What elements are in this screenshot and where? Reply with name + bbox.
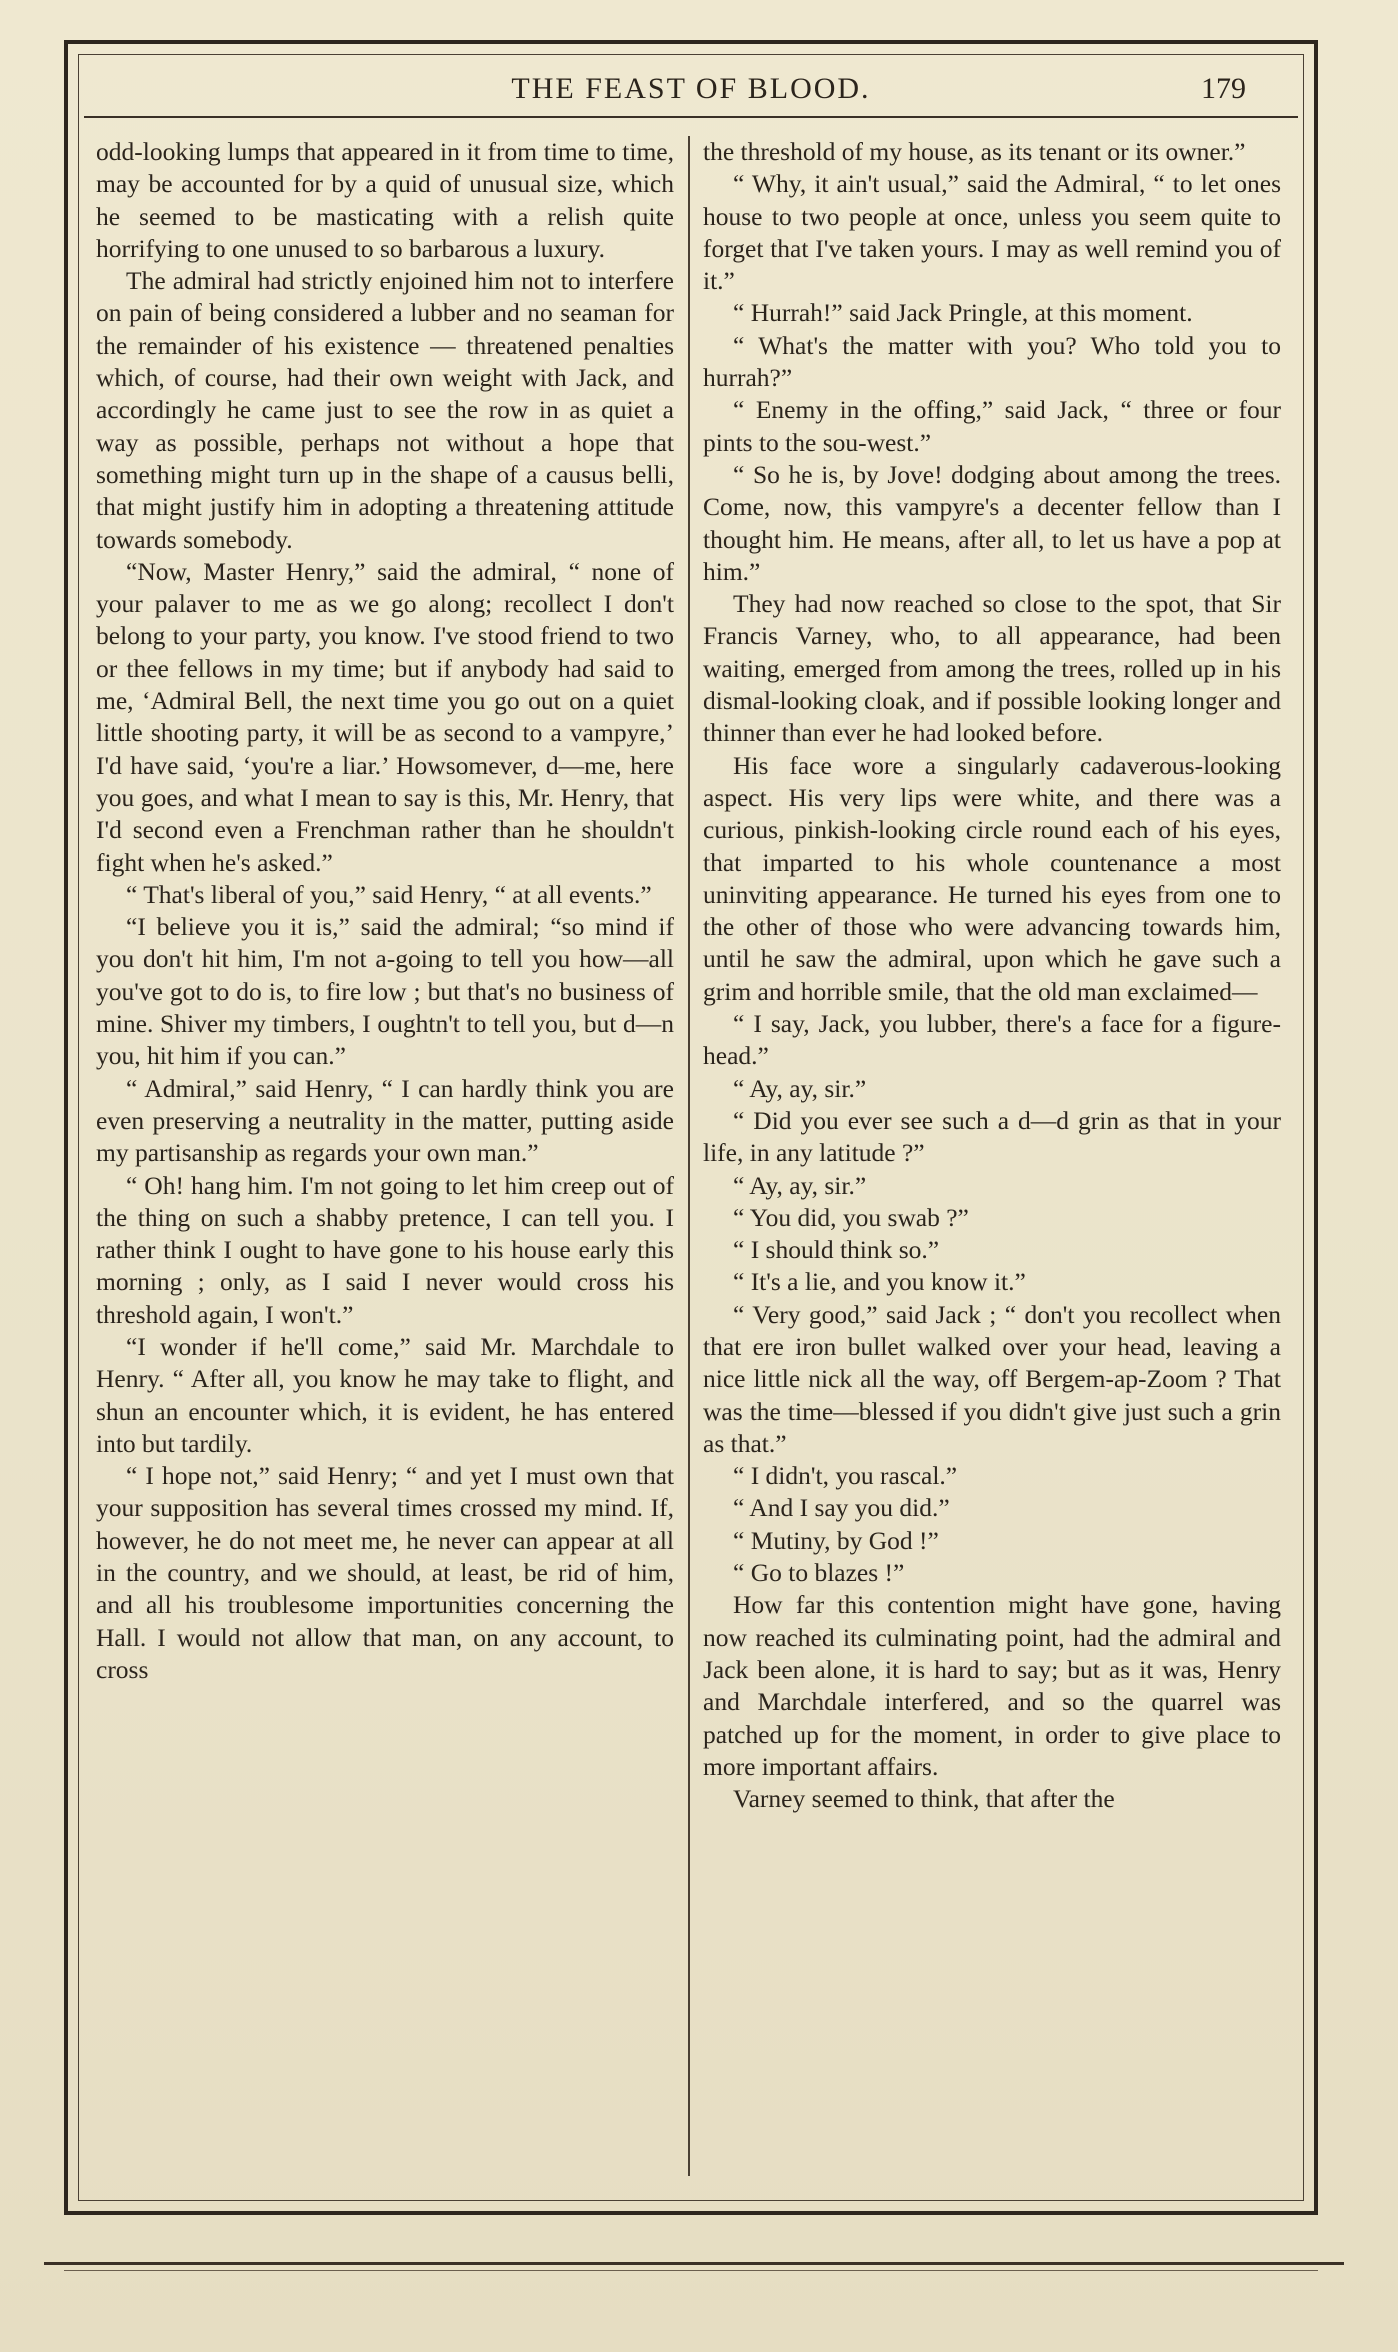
header-rule (84, 116, 1298, 118)
paragraph: “ It's a lie, and you know it.” (733, 1267, 1026, 1297)
paragraph: “I wonder if he'll come,” said Mr. Marchdale to Henry. “ After all, you know he may take to flight, and shun an encounter which, it is evident, he has entered into but tardily. (96, 1331, 674, 1458)
left-column (96, 136, 674, 1686)
paragraph: “ I should think so.” (733, 1235, 940, 1265)
paragraph: Varney seemed to think, that after the (733, 1784, 1115, 1814)
paragraph: “Now, Master Henry,” said the admiral, “ none of your palaver to me as we go along; recollect I don't belong to your party, you know. I've stood friend to two or thee fellows in my time; but if anybody had said to me, ‘Admiral Bell, the next time you go out on a quiet little shooting party, it will be as second to a vampyre,’ I'd have said, ‘you're a liar.’ Howsomever, d—me, here you goes, and what I mean to say is this, Mr. Henry, that I'd second even a Frenchman rather than he shouldn't fight when he's asked.” (96, 556, 674, 877)
paragraph: “ Go to blazes !” (733, 1558, 905, 1588)
paragraph: “ Ay, ay, sir.” (733, 1073, 867, 1103)
right-column (703, 136, 1281, 1815)
paragraph: “ Hurrah!” said Jack Pringle, at this moment. (733, 298, 1193, 328)
paragraph: “ Enemy in the offing,” said Jack, “ three or four pints to the sou-west.” (703, 395, 1281, 457)
page-header (84, 68, 1298, 112)
paragraph: “ You did, you swab ?” (733, 1202, 969, 1232)
paragraph: “ I say, Jack, you lubber, there's a face for a figure-head.” (703, 1009, 1281, 1071)
paragraph: His face wore a singularly cadaverous-looking aspect. His very lips were white, and there was a curious, pinkish-looking circle round each of his eyes, that imparted to his whole countenance a most uninviting appearance. He turned his eyes from one to the other of those who were advancing towards him, until he saw the admiral, upon which he gave such a grim and horrible smile, that the old man exclaimed— (703, 750, 1281, 1006)
paragraph: “ I didn't, you rascal.” (733, 1461, 958, 1491)
paragraph: “ Mutiny, by God !” (733, 1525, 939, 1555)
paragraph: They had now reached so close to the spot, that Sir Francis Varney, who, to all appearance, had been waiting, emerged from among the trees, rolled up in his dismal-looking cloak, and if possible looking longer and thinner than ever he had looked before. (703, 589, 1281, 748)
paragraph: the threshold of my house, as its tenant or its owner.” (703, 137, 1246, 166)
page-number: 179 (1201, 72, 1246, 105)
paragraph: “ What's the matter with you? Who told you to hurrah?” (703, 330, 1281, 393)
paragraph: The admiral had strictly enjoined him not to interfere on pain of being considered a lubber and no seaman for the remainder of his existence — threatened penalties which, of course, had their own weight with Jack, and accordingly he came just to see the row in as quiet a way as possible, perhaps not without a hope that something might turn up in the shape of a causus belli, that might justify him in adopting a threatening attitude towards somebody. (96, 266, 674, 554)
paragraph: “ Admiral,” said Henry, “ I can hardly think you are even preserving a neutrality in the matter, putting aside my partisanship as regards your own man.” (96, 1073, 674, 1168)
paragraph: “I believe you it is,” said the admiral; “so mind if you don't hit him, I'm not a-going to tell you how—all you've got to do is, to fire low ; but that's no business of mine. Shiver my timbers, I oughtn't to tell you, but d—n you, hit him if you can.” (96, 912, 674, 1071)
paragraph: “ Did you ever see such a d—d grin as that in your life, in any latitude ?” (703, 1105, 1281, 1168)
column-divider (688, 136, 690, 2176)
paragraph: odd-looking lumps that appeared in it from time to time, may be accounted for by a quid of unusual size, which he seemed to be masticating with a relish quite horrifying to one unused to so barbarous a luxury. (96, 137, 674, 263)
bottom-rule-thin (64, 2270, 1318, 2271)
paragraph: “ So he is, by Jove! dodging about among the trees. Come, now, this vampyre's a decenter fellow than I thought him. He means, after all, to let us have a pop at him.” (703, 459, 1281, 586)
running-title: THE FEAST OF BLOOD. (511, 72, 871, 105)
paragraph: “ I hope not,” said Henry; “ and yet I must own that your supposition has several times crossed my mind. If, however, he do not meet me, he never can appear at all in the country, and we should, at least, be rid of him, and all his troublesome importunities concerning the Hall. I would not allow that man, on any account, to cross (96, 1461, 674, 1684)
bottom-rule (44, 2262, 1344, 2265)
paragraph: “ And I say you did.” (733, 1493, 950, 1523)
paragraph: “ Why, it ain't usual,” said the Admiral, “ to let ones house to two people at once, unless you seem quite to forget that I've taken yours. I may as well remind you of it.” (703, 169, 1281, 296)
paragraph: “ That's liberal of you,” said Henry, “ at all events.” (126, 879, 652, 909)
paragraph: How far this contention might have gone, having now reached its culminating point, had the admiral and Jack been alone, it is hard to say; but as it was, Henry and Marchdale interfered, and so the quarrel was patched up for the moment, in order to give place to more important affairs. (703, 1590, 1281, 1781)
paragraph: “ Very good,” said Jack ; “ don't you recollect when that ere iron bullet walked over your head, leaving a nice little nick all the way, off Bergem-ap-Zoom ? That was the time—blessed if you didn't give just such a grin as that.” (703, 1299, 1281, 1458)
paragraph: “ Oh! hang him. I'm not going to let him creep out of the thing on such a shabby pretence, I can tell you. I rather think I ought to have gone to his house early this morning ; only, as I said I never would cross his threshold again, I won't.” (96, 1170, 674, 1329)
paragraph: “ Ay, ay, sir.” (733, 1170, 867, 1200)
